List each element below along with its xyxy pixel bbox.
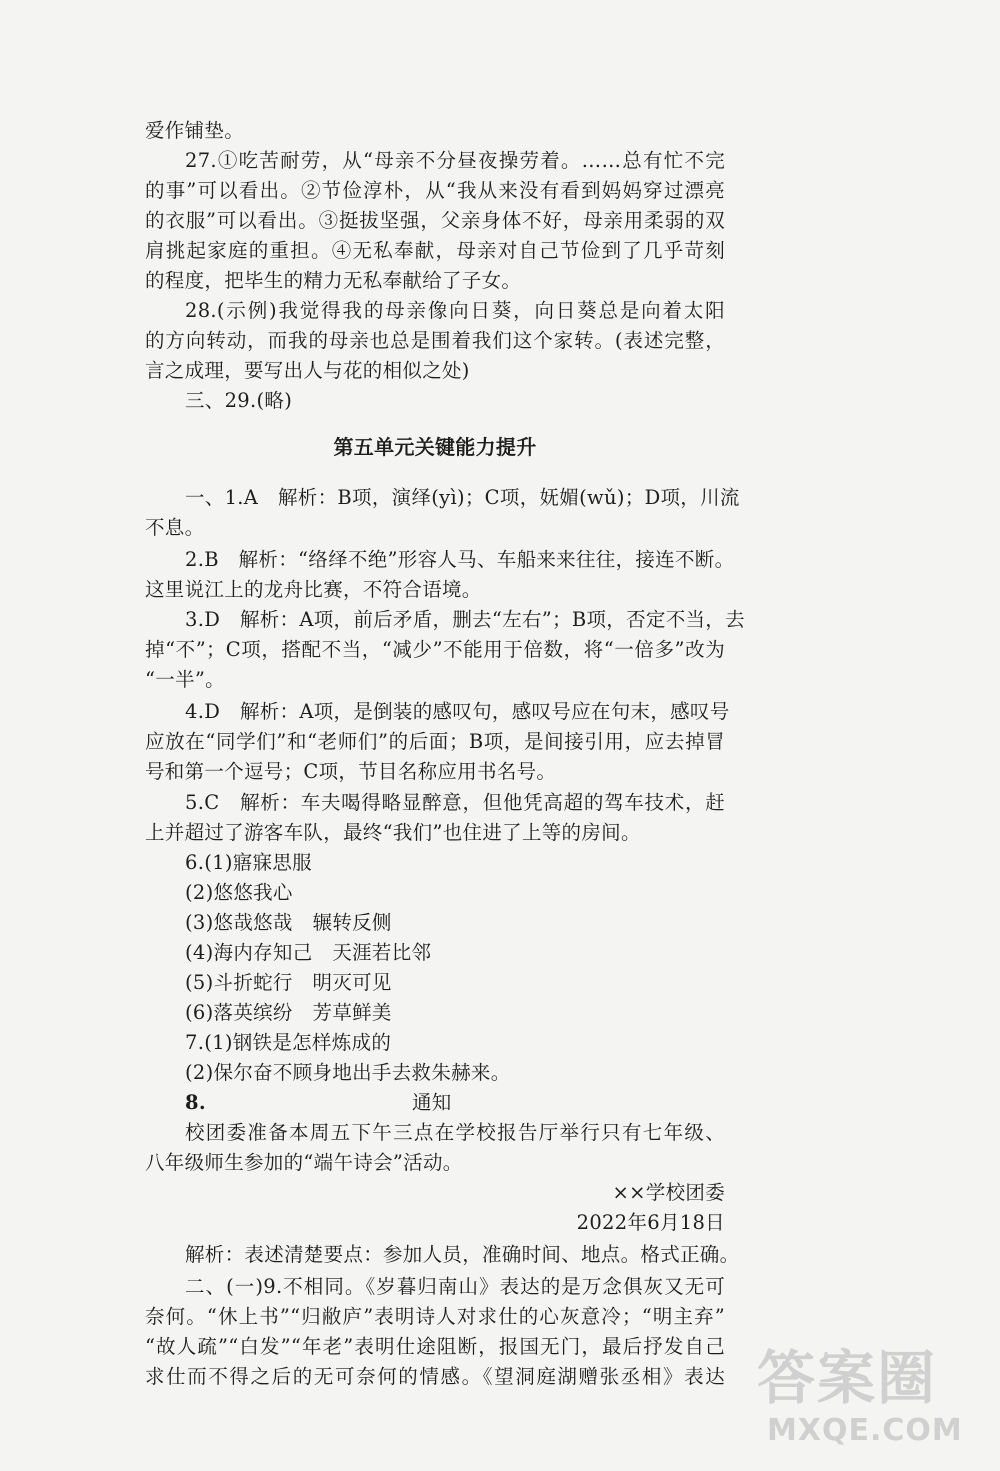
text-line: 27.①吃苦耐劳，从“母亲不分昼夜操劳着。……总有忙不完 (185, 149, 725, 172)
text-line: “故人疏”“白发”“年老”表明仕途阻断，报国无门，最后抒发自己 (145, 1335, 725, 1358)
text-line: 一、1.A 解析：B项，演绎(yì)；C项，妩媚(wǔ)；D项，川流 (185, 486, 740, 509)
text-line: 8. (185, 1091, 206, 1114)
text-line: 校团委准备本周五下午三点在学校报告厅举行只有七年级、 (185, 1121, 725, 1144)
site-watermark (757, 1331, 982, 1461)
text-line: (5)斗折蛇行 明灭可见 (185, 971, 392, 994)
watermark-url: MXQE.COM (767, 1413, 963, 1448)
text-line: (2)悠悠我心 (185, 881, 293, 904)
text-line: 应放在“同学们”和“老师们”的后面；B项，是间接引用，应去掉冒 (145, 730, 725, 753)
text-line: 二、(一)9.不相同。《岁暮归南山》表达的是万念俱灰又无可 (185, 1275, 725, 1298)
text-line: 三、29.(略) (185, 389, 293, 412)
notice-date: 2022年6月18日 (576, 1211, 725, 1234)
text-line: (4)海内存知己 天涯若比邻 (185, 941, 432, 964)
text-line: 解析：表述清楚要点：参加人员，准确时间、地点。格式正确。 (185, 1243, 740, 1266)
text-line: (6)落英缤纷 芳草鲜美 (185, 1001, 392, 1024)
text-line: 这里说江上的龙舟比赛，不符合语境。 (145, 578, 482, 601)
text-line: 的事”可以看出。②节俭淳朴，从“我从来没有看到妈妈穿过漂亮 (145, 179, 725, 202)
text-line: 爱作铺垫。 (145, 119, 245, 142)
watermark-logo: 答案圈 (757, 1344, 938, 1412)
text-line: 号和第一个逗号；C项，节目名称应用书名号。 (145, 760, 557, 783)
text-line: 5.C 解析：车夫喝得略显醉意，但他凭高超的驾车技术，赶 (185, 791, 725, 814)
text-line: 八年级师生参加的“端午诗会”活动。 (145, 1151, 463, 1174)
text-line: 6.(1)寤寐思服 (185, 851, 312, 874)
text-line: 3.D 解析：A项，前后矛盾，删去“左右”；B项，否定不当，去 (185, 608, 745, 631)
notice-title: 通知 (412, 1091, 452, 1114)
text-line: 的衣服”可以看出。③挺拔坚强，父亲身体不好，母亲用柔弱的双 (145, 209, 725, 232)
text-line: 上并超过了游客车队，最终“我们”也住进了上等的房间。 (145, 821, 641, 844)
text-line: 求仕而不得之后的无可奈何的情感。《望洞庭湖赠张丞相》表达 (145, 1365, 725, 1388)
text-line: 肩挑起家庭的重担。④无私奉献，母亲对自己节俭到了几乎苛刻 (145, 239, 725, 262)
text-line: 掉“不”；C项，搭配不当，“减少”不能用于倍数，将“一倍多”改为 (145, 638, 725, 661)
text-line: 奈何。“休上书”“归敝庐”表明诗人对求仕的心灰意冷；“明主弃” (145, 1305, 725, 1328)
text-line: “一半”。 (145, 668, 225, 691)
text-line: (3)悠哉悠哉 辗转反侧 (185, 911, 392, 934)
text-line: 言之成理，要写出人与花的相似之处) (145, 359, 470, 382)
text-line: 的方向转动，而我的母亲也总是围着我们这个家转。(表述完整， (145, 329, 725, 352)
section-heading: 第五单元关键能力提升 (333, 435, 537, 459)
text-line: 28.(示例)我觉得我的母亲像向日葵，向日葵总是向着太阳 (185, 299, 725, 322)
text-line: (2)保尔奋不顾身地出手去救朱赫来。 (185, 1061, 511, 1084)
text-line: 的程度，把毕生的精力无私奉献给了子女。 (145, 269, 522, 292)
text-line: 不息。 (145, 516, 205, 539)
text-line: 7.(1)钢铁是怎样炼成的 (185, 1031, 392, 1054)
text-line: 4.D 解析：A项，是倒装的感叹句，感叹号应在句末，感叹号 (185, 700, 730, 723)
text-line: 2.B 解析：“络绎不绝”形容人马、车船来来往往，接连不断。 (185, 548, 735, 571)
notice-signature: ××学校团委 (612, 1181, 725, 1204)
